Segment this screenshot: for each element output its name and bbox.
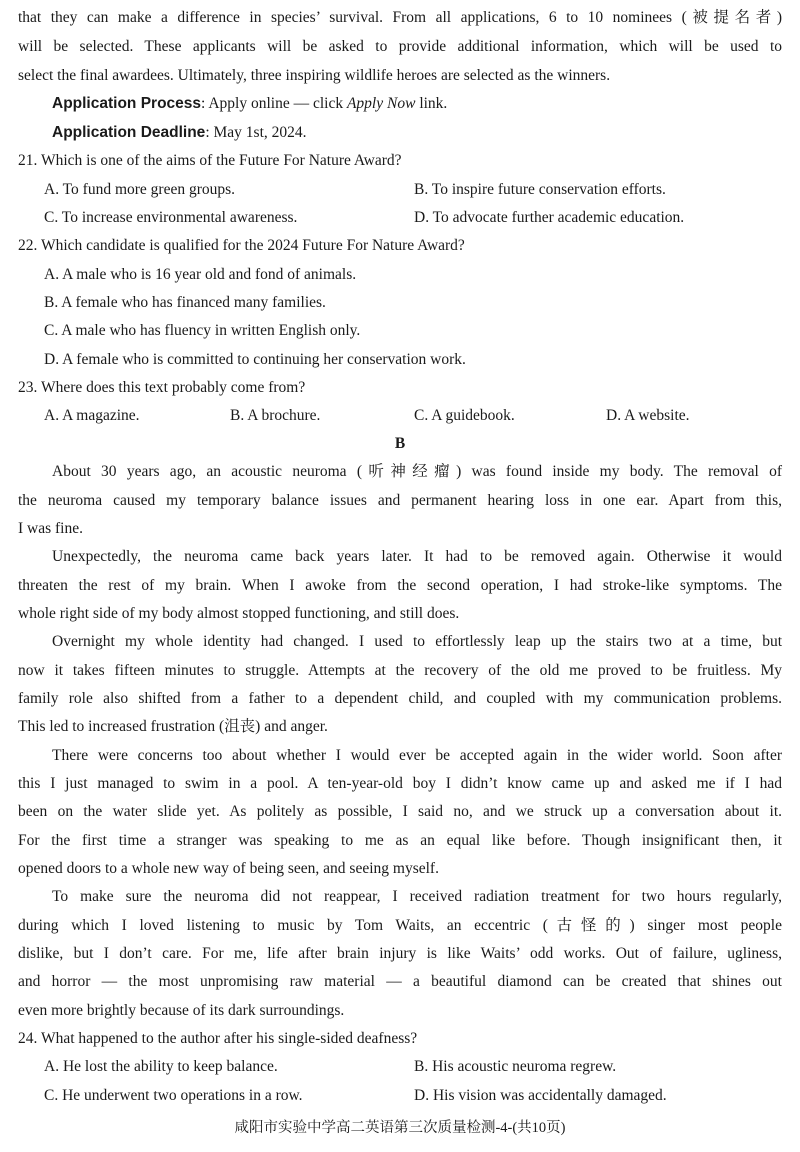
- question-23-option-c: C. A guidebook.: [414, 407, 515, 424]
- question-23-stem: 23. Where does this text probably come from?: [18, 379, 306, 396]
- question-21-option-a: A. To fund more green groups.: [44, 181, 236, 198]
- passage-b-line: now it takes fifteen minutes to struggle. Attempts at the recovery of the old me proved to be fruitless. My: [18, 662, 782, 679]
- passage-b-line: dislike, but I don’t care. For me, life after brain injury is like Waits’ odd works. Out of failure, ugliness,: [18, 945, 782, 962]
- passage-a-line-3: select the final awardees. Ultimately, three inspiring wildlife heroes are selected as the winners.: [18, 67, 611, 84]
- page-footer: 咸阳市实验中学高二英语第三次质量检测-4-(共10页): [234, 1120, 566, 1136]
- passage-a-line-1: that they can make a difference in species’ survival. From all applications, 6 to 10 nominees (被提名者): [18, 9, 782, 26]
- question-23-option-d: D. A website.: [606, 407, 690, 424]
- process-text-before: : Apply online — click: [201, 95, 347, 112]
- question-24-option-b: B. His acoustic neuroma regrew.: [414, 1058, 617, 1075]
- question-21-option-d: D. To advocate further academic education.: [414, 209, 685, 226]
- passage-b-line: family role also shifted from a father to a dependent child, and coupled with my communication problems.: [18, 690, 782, 707]
- question-22-option-b: B. A female who has financed many families.: [44, 294, 326, 311]
- application-deadline: [52, 123, 307, 143]
- passage-b-line: Unexpectedly, the neuroma came back years later. It had to be removed again. Otherwise it would: [52, 548, 782, 565]
- apply-now-link: Apply Now: [346, 95, 416, 112]
- question-22-stem: 22. Which candidate is qualified for the 2024 Future For Nature Award?: [18, 237, 465, 254]
- question-24-stem: 24. What happened to the author after his single-sided deafness?: [18, 1030, 418, 1047]
- question-21-stem: 21. Which is one of the aims of the Future For Nature Award?: [18, 152, 402, 169]
- passage-b-line: threaten the rest of my brain. When I awoke from the second operation, I had stroke-like symptoms. The: [18, 577, 782, 594]
- deadline-text: : May 1st, 2024.: [205, 124, 307, 141]
- passage-a-line-2: will be selected. These applicants will be asked to provide additional information, which will be used to: [18, 38, 782, 55]
- passage-b-line: this I just managed to swim in a pool. A ten-year-old boy I didn’t know came up and asked me if I had: [18, 775, 782, 792]
- question-22-option-c: C. A male who has fluency in written English only.: [44, 322, 361, 339]
- passage-b-line: I was fine.: [18, 520, 83, 537]
- question-22-option-a: A. A male who is 16 year old and fond of animals.: [44, 266, 357, 283]
- passage-b-line: There were concerns too about whether I would ever be accepted again in the wider world. Soon after: [52, 747, 782, 764]
- deadline-label: Application Deadline: [52, 124, 206, 141]
- question-23-option-a: A. A magazine.: [44, 407, 140, 424]
- passage-b-line: even more brightly because of its dark surroundings.: [18, 1002, 345, 1019]
- question-21-option-c: C. To increase environmental awareness.: [44, 209, 298, 226]
- passage-b-line: Overnight my whole identity had changed. I used to effortlessly leap up the stairs two at a time, but: [52, 633, 782, 650]
- passage-b-line: This led to increased frustration (沮丧) and anger.: [18, 718, 328, 735]
- passage-b-line: during which I loved listening to music by Tom Waits, an eccentric (古怪的) singer most people: [18, 917, 782, 934]
- application-process: [52, 94, 447, 114]
- question-24-option-d: D. His vision was accidentally damaged.: [414, 1087, 667, 1104]
- passage-b-line: whole right side of my body almost stopped functioning, and still does.: [18, 605, 460, 622]
- question-24-option-a: A. He lost the ability to keep balance.: [44, 1058, 278, 1075]
- question-23-option-b: B. A brochure.: [230, 407, 321, 424]
- passage-b-line: and horror — the most unpromising raw material — a beautiful diamond can be created that shines out: [18, 973, 782, 990]
- process-label: Application Process: [52, 95, 202, 112]
- question-22-option-d: D. A female who is committed to continuing her conservation work.: [44, 351, 466, 368]
- question-21-option-b: B. To inspire future conservation efforts.: [414, 181, 666, 198]
- section-b-title: B: [394, 435, 406, 452]
- passage-b-line: For the first time a stranger was speaking to me as an equal like before. Though insignificant then, it: [18, 832, 782, 849]
- passage-b-line: About 30 years ago, an acoustic neuroma (听神经瘤) was found inside my body. The removal of: [52, 463, 782, 480]
- passage-b-line: opened doors to a whole new way of being seen, and seeing myself.: [18, 860, 439, 877]
- question-24-option-c: C. He underwent two operations in a row.: [44, 1087, 303, 1104]
- process-text-after: link.: [415, 95, 448, 112]
- passage-b-line: been on the water slide yet. As politely as possible, I said no, and we struck up a conversation about it.: [18, 803, 782, 820]
- passage-b-line: To make sure the neuroma did not reappear, I received radiation treatment for two hours regularly,: [52, 888, 782, 905]
- passage-b-line: the neuroma caused my temporary balance issues and permanent hearing loss in one ear. Apart from this,: [18, 492, 782, 509]
